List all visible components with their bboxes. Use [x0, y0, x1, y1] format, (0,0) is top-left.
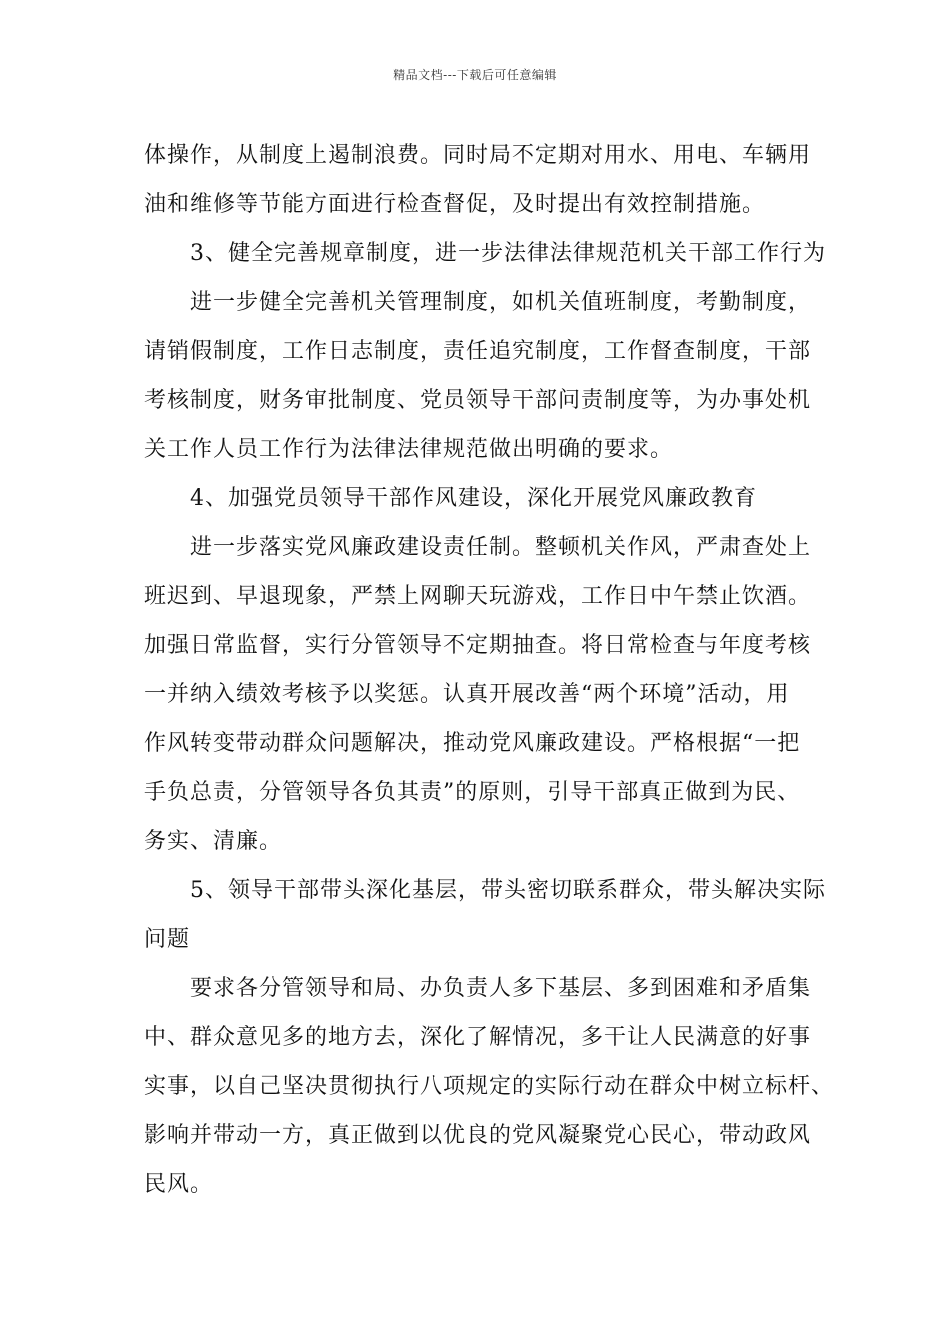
section-heading: 4、加强党员领导干部作风建设，深化开展党风廉政教育	[190, 486, 757, 511]
text-line: 作风转变带动群众问题解决，推动党风廉政建设。严格根据“一把	[144, 731, 801, 756]
section-heading: 5、领导干部带头深化基层，带头密切联系群众，带头解决实际	[190, 878, 826, 903]
text-line: 班迟到、早退现象，严禁上网聊天玩游戏，工作日中午禁止饮酒。	[144, 584, 812, 609]
section-heading-continuation: 问题	[144, 927, 191, 952]
text-line: 关工作人员工作行为法律法律规范做出明确的要求。	[144, 437, 674, 462]
text-line: 考核制度，财务审批制度、党员领导干部问责制度等，为办事处机	[144, 388, 812, 413]
text-line: 一并纳入绩效考核予以奖惩。认真开展改善“两个环境”活动，用	[144, 682, 790, 707]
text-line: 进一步健全完善机关管理制度，如机关值班制度，考勤制度，	[190, 290, 812, 315]
section-heading: 3、健全完善规章制度，进一步法律法律规范机关干部工作行为	[190, 241, 826, 266]
document-body	[144, 131, 835, 1209]
text-line: 实事，以自己坚决贯彻执行八项规定的实际行动在群众中树立标杆、	[144, 1074, 835, 1099]
text-line: 民风。	[144, 1172, 214, 1197]
text-line: 中、群众意见多的地方去，深化了解情况，多干让人民满意的好事	[144, 1025, 812, 1050]
page-header: 精品文档---下载后可任意编辑	[393, 68, 557, 82]
text-line: 体操作，从制度上遏制浪费。同时局不定期对用水、用电、车辆用	[144, 143, 812, 168]
text-line: 进一步落实党风廉政建设责任制。整顿机关作风，严肃查处上	[190, 535, 812, 560]
text-line: 要求各分管领导和局、办负责人多下基层、多到困难和矛盾集	[190, 976, 812, 1001]
text-line: 务实、清廉。	[144, 829, 283, 854]
text-line: 手负总责，分管领导各负其责”的原则，引导干部真正做到为民、	[144, 780, 801, 805]
text-line: 影响并带动一方，真正做到以优良的党风凝聚党心民心，带动政风	[144, 1123, 812, 1148]
text-line: 请销假制度，工作日志制度，责任追究制度，工作督查制度，干部	[144, 339, 812, 364]
text-line: 油和维修等节能方面进行检查督促，及时提出有效控制措施。	[144, 192, 766, 217]
text-line: 加强日常监督，实行分管领导不定期抽查。将日常检查与年度考核	[144, 633, 812, 658]
